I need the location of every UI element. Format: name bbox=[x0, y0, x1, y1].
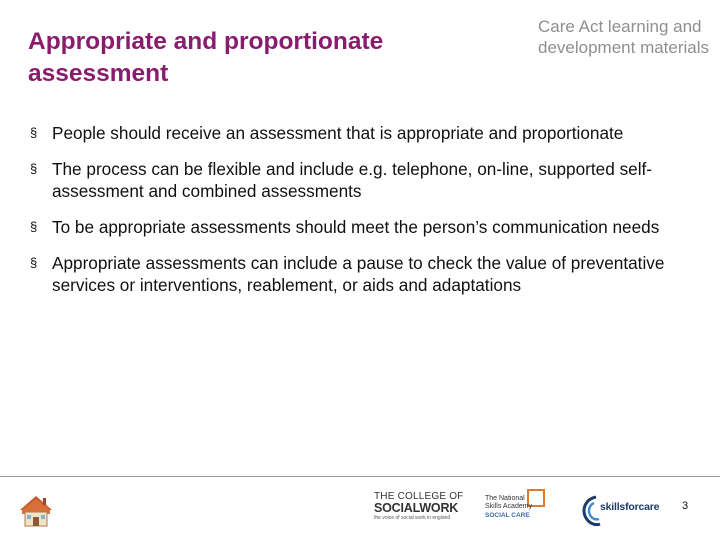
bullet-list bbox=[30, 122, 670, 310]
bullet-text: People should receive an assessment that is appropriate and proportionate bbox=[52, 123, 624, 143]
bullet-item bbox=[30, 252, 670, 296]
skills-for-care-swirl-icon bbox=[580, 494, 602, 528]
bullet-item bbox=[30, 216, 670, 238]
college-logo-line3: the voice of social work in england bbox=[374, 515, 451, 521]
bullet-text: Appropriate assessments can include a pause to check the value of preventative services or interventions, reablement, or aids and adaptations bbox=[52, 253, 665, 295]
home-icon[interactable] bbox=[16, 490, 56, 530]
slide-title: Appropriate and proportionate assessment bbox=[28, 28, 384, 87]
college-logo-line1: THE COLLEGE OF bbox=[374, 491, 464, 502]
skills-for-care-text: skillsforcare bbox=[600, 501, 660, 513]
nsa-logo-line3: SOCIAL CARE bbox=[485, 512, 530, 519]
nsa-logo-line1: The National bbox=[485, 495, 525, 502]
national-skills-academy-logo bbox=[485, 489, 553, 527]
college-logo-line2: SOCIALWORK bbox=[374, 501, 459, 515]
brand-text: Care Act learning and development materials bbox=[538, 17, 710, 57]
bullet-marker: § bbox=[30, 161, 38, 176]
bullet-text: The process can be flexible and include e.g. telephone, on-line, supported self-assessment and combined assessments bbox=[52, 159, 653, 201]
bullet-item bbox=[30, 122, 670, 144]
footer-divider bbox=[0, 476, 720, 477]
bullet-marker: § bbox=[30, 125, 38, 140]
page-number: 3 bbox=[682, 500, 689, 512]
bullet-marker: § bbox=[30, 255, 38, 270]
college-of-social-work-logo bbox=[374, 491, 464, 527]
bullet-marker: § bbox=[30, 219, 38, 234]
bullet-text: To be appropriate assessments should meet the person’s communication needs bbox=[52, 217, 660, 237]
bullet-item bbox=[30, 158, 670, 202]
nsa-logo-line2: Skills Academy bbox=[485, 503, 533, 510]
skills-for-care-logo bbox=[580, 494, 662, 528]
